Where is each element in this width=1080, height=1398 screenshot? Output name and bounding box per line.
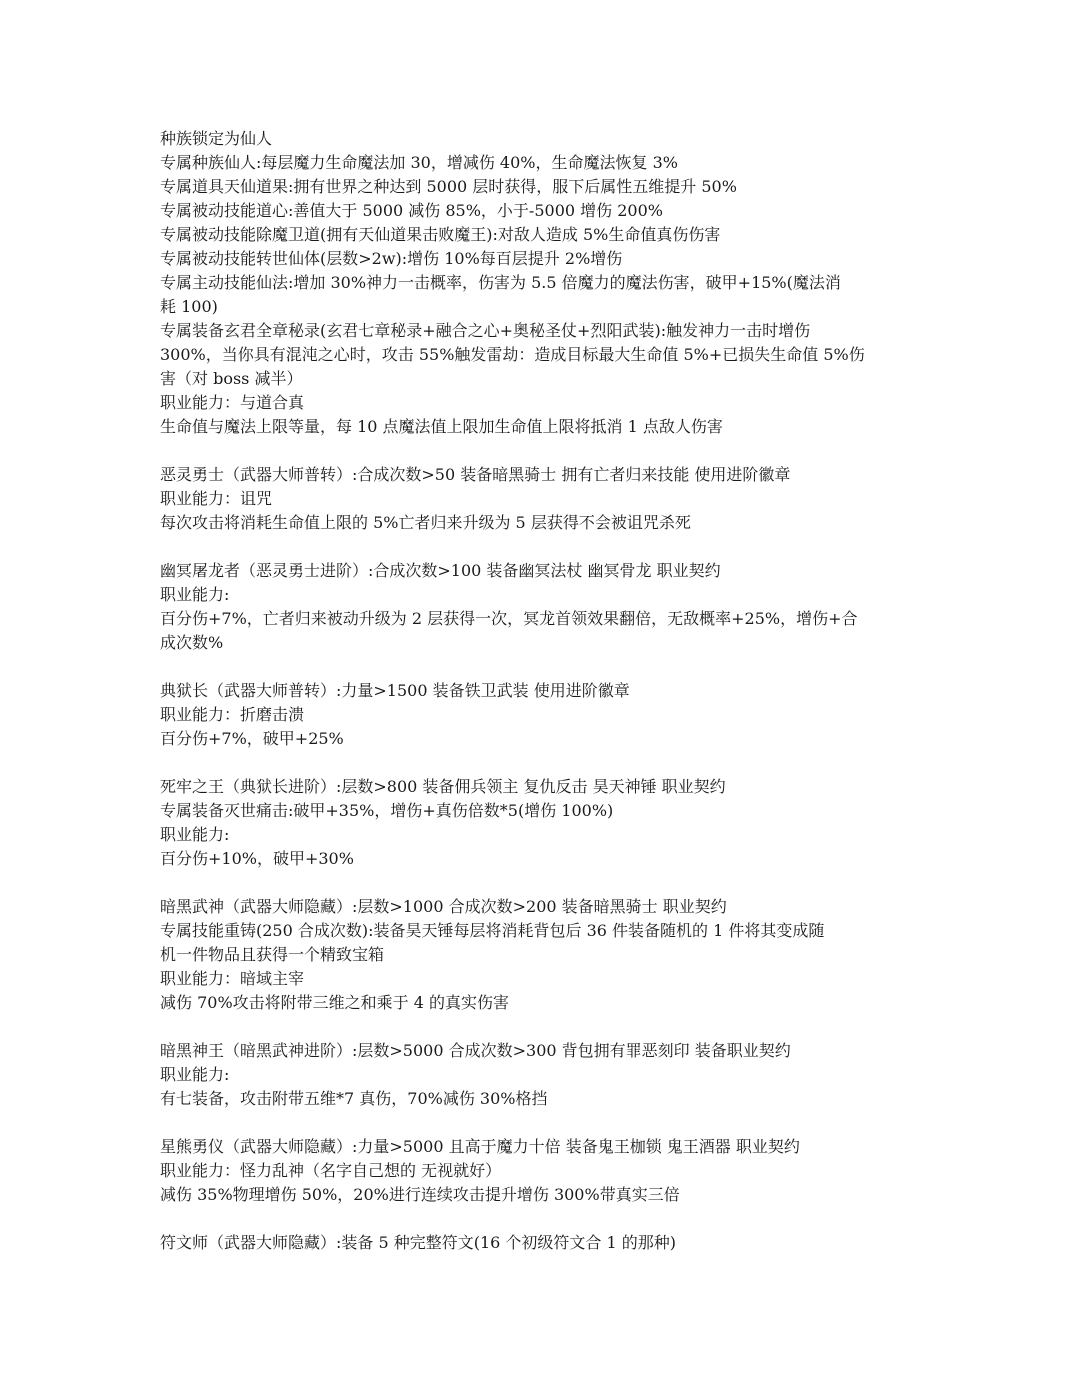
text-line: 百分伤+7%，亡者归来被动升级为 2 层获得一次，冥龙首领效果翻倍，无敌概率+25%，增伤+合 bbox=[160, 609, 858, 628]
text-line: 种族锁定为仙人 bbox=[160, 129, 273, 148]
text-line: 耗 100) bbox=[160, 297, 218, 316]
text-line: 每次攻击将消耗生命值上限的 5%亡者归来升级为 5 层获得不会被诅咒杀死 bbox=[160, 513, 691, 532]
paragraph-block bbox=[160, 463, 930, 535]
document-body bbox=[160, 127, 930, 1255]
paragraph-gap bbox=[160, 535, 930, 559]
paragraph-gap bbox=[160, 871, 930, 895]
text-line: 职业能力: bbox=[160, 825, 230, 844]
text-line: 死牢之王（典狱长进阶）:层数>800 装备佣兵领主 复仇反击 昊天神锤 职业契约 bbox=[160, 777, 726, 796]
text-line: 职业能力：折磨击溃 bbox=[160, 705, 305, 724]
text-line: 暗黑神王（暗黑武神进阶）:层数>5000 合成次数>300 背包拥有罪恶刻印 装备职业契约 bbox=[160, 1041, 791, 1060]
text-line: 害（对 boss 减半） bbox=[160, 369, 303, 388]
text-line: 恶灵勇士（武器大师普转）:合成次数>50 装备暗黑骑士 拥有亡者归来技能 使用进阶徽章 bbox=[160, 465, 791, 484]
text-line: 成次数% bbox=[160, 633, 224, 652]
text-line: 专属装备玄君全章秘录(玄君七章秘录+融合之心+奥秘圣仗+烈阳武装):触发神力一击时增伤 bbox=[160, 321, 811, 340]
text-line: 专属被动技能道心:善值大于 5000 减伤 85%，小于-5000 增伤 200% bbox=[160, 201, 663, 220]
paragraph-block bbox=[160, 679, 930, 751]
text-line: 星熊勇仪（武器大师隐藏）:力量>5000 且高于魔力十倍 装备鬼王枷锁 鬼王酒器 职业契约 bbox=[160, 1137, 800, 1156]
paragraph-block bbox=[160, 775, 930, 871]
text-line: 典狱长（武器大师普转）:力量>1500 装备铁卫武装 使用进阶徽章 bbox=[160, 681, 630, 700]
paragraph-gap bbox=[160, 1015, 930, 1039]
text-line: 职业能力：暗域主宰 bbox=[160, 969, 305, 988]
text-line: 减伤 35%物理增伤 50%，20%进行连续攻击提升增伤 300%带真实三倍 bbox=[160, 1185, 680, 1204]
text-line: 职业能力: bbox=[160, 585, 230, 604]
text-line: 专属被动技能转世仙体(层数>2w):增伤 10%每百层提升 2%增伤 bbox=[160, 249, 623, 268]
text-line: 减伤 70%攻击将附带三维之和乘于 4 的真实伤害 bbox=[160, 993, 510, 1012]
text-line: 百分伤+7%，破甲+25% bbox=[160, 729, 344, 748]
text-line: 生命值与魔法上限等量，每 10 点魔法值上限加生命值上限将抵消 1 点敌人伤害 bbox=[160, 417, 723, 436]
paragraph-block bbox=[160, 1135, 930, 1207]
paragraph-gap bbox=[160, 655, 930, 679]
text-line: 专属技能重铸(250 合成次数):装备昊天锤每层将消耗背包后 36 件装备随机的 1 件将其变成随 bbox=[160, 921, 825, 940]
text-line: 专属道具天仙道果:拥有世界之种达到 5000 层时获得，服下后属性五维提升 50% bbox=[160, 177, 737, 196]
text-line: 职业能力：诅咒 bbox=[160, 489, 273, 508]
text-line: 职业能力：怪力乱神（名字自己想的 无视就好） bbox=[160, 1161, 502, 1180]
text-line: 专属主动技能仙法:增加 30%神力一击概率，伤害为 5.5 倍魔力的魔法伤害，破甲+15%(魔法消 bbox=[160, 273, 841, 292]
text-line: 职业能力: bbox=[160, 1065, 230, 1084]
text-line: 职业能力：与道合真 bbox=[160, 393, 305, 412]
text-line: 专属种族仙人:每层魔力生命魔法加 30，增减伤 40%，生命魔法恢复 3% bbox=[160, 153, 678, 172]
paragraph-gap bbox=[160, 751, 930, 775]
text-line: 符文师（武器大师隐藏）:装备 5 种完整符文(16 个初级符文合 1 的那种) bbox=[160, 1233, 677, 1252]
text-line: 有七装备，攻击附带五维*7 真伤，70%减伤 30%格挡 bbox=[160, 1089, 548, 1108]
paragraph-block bbox=[160, 127, 930, 439]
paragraph-gap bbox=[160, 1111, 930, 1135]
paragraph-gap bbox=[160, 439, 930, 463]
text-line: 300%，当你具有混沌之心时，攻击 55%触发雷劫：造成目标最大生命值 5%+已损失生命值 5%伤 bbox=[160, 345, 865, 364]
text-line: 暗黑武神（武器大师隐藏）:层数>1000 合成次数>200 装备暗黑骑士 职业契约 bbox=[160, 897, 727, 916]
paragraph-block bbox=[160, 1231, 930, 1255]
text-line: 专属被动技能除魔卫道(拥有天仙道果击败魔王):对敌人造成 5%生命值真伤伤害 bbox=[160, 225, 721, 244]
text-line: 幽冥屠龙者（恶灵勇士进阶）:合成次数>100 装备幽冥法杖 幽冥骨龙 职业契约 bbox=[160, 561, 721, 580]
text-line: 专属装备灭世痛击:破甲+35%，增伤+真伤倍数*5(增伤 100%) bbox=[160, 801, 614, 820]
text-line: 百分伤+10%，破甲+30% bbox=[160, 849, 354, 868]
paragraph-block bbox=[160, 559, 930, 655]
text-line: 机一件物品且获得一个精致宝箱 bbox=[160, 945, 385, 964]
paragraph-gap bbox=[160, 1207, 930, 1231]
paragraph-block bbox=[160, 1039, 930, 1111]
paragraph-block bbox=[160, 895, 930, 1015]
